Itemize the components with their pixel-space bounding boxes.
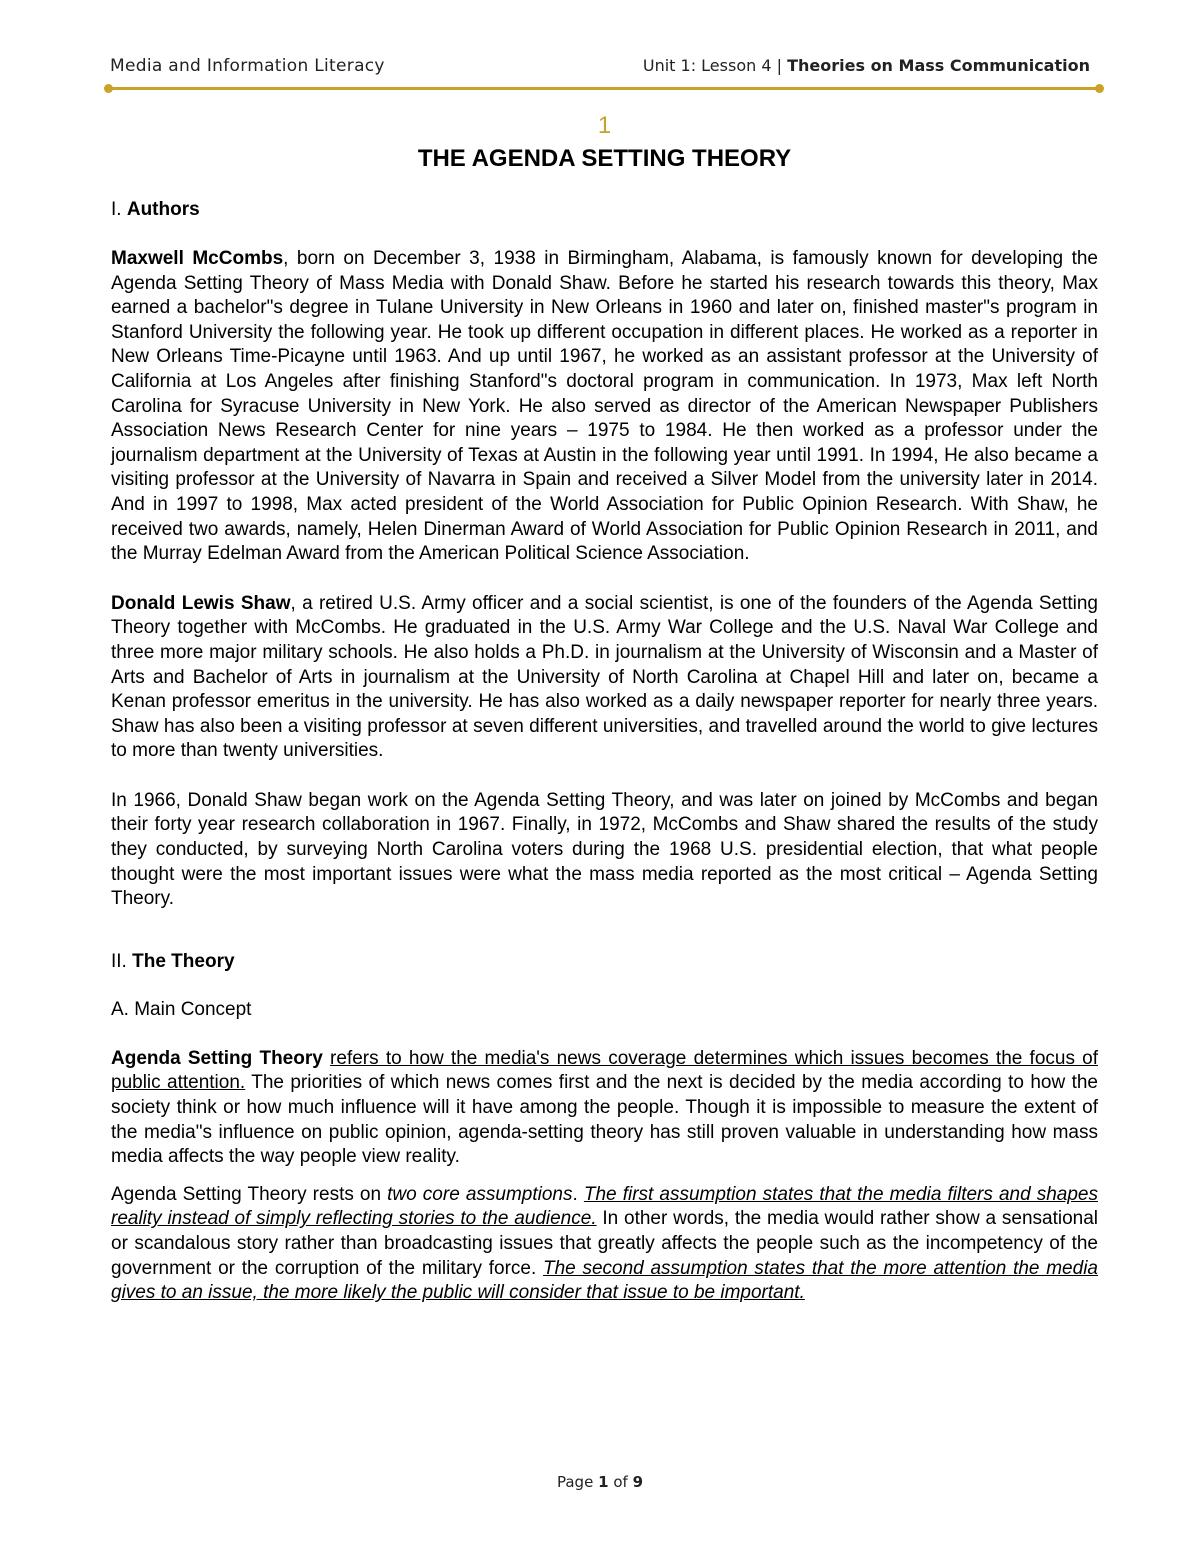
author-name: Donald Lewis Shaw — [111, 592, 291, 614]
header-lesson-title — [643, 56, 1090, 75]
paragraph-text: . — [572, 1183, 584, 1205]
of-label: of — [613, 1473, 628, 1491]
first-assumption: The first assumption states that the media filters and shapes reality instead of simply reflecting stories to the audience. — [111, 1183, 1098, 1230]
paragraph-mccombs — [111, 247, 1098, 567]
header-rule-left-dot — [104, 84, 113, 93]
page-total: 9 — [632, 1473, 643, 1491]
document-body — [111, 112, 1098, 1306]
chapter-number: 1 — [597, 112, 612, 139]
page-label: Page — [556, 1473, 594, 1491]
paragraph-text: Agenda Setting Theory rests on — [111, 1183, 388, 1205]
section-heading-theory — [111, 950, 1098, 974]
header-unit-label: Unit 1: Lesson 4 | — [642, 56, 782, 75]
second-assumption: The second assumption states that the more attention the media gives to an issue, the more likely the public will consider that issue to be important. — [111, 1257, 1098, 1304]
header-rule — [108, 87, 1100, 90]
definition-underlined: refers to how the media's news coverage determines which issues becomes the focus of public attention. — [111, 1047, 1099, 1094]
paragraph-assumptions — [111, 1183, 1098, 1306]
page-footer — [0, 1473, 1200, 1491]
page-number: 1 — [598, 1473, 609, 1491]
page-header — [110, 56, 1090, 82]
paragraph-text: , a retired U.S. Army officer and a social scientist, is one of the founders of the Agenda Setting Theory together with McCombs. He graduated in the U.S. Army War College and the U.S. Naval War College and three more major military schools. He also holds a Ph.D. in journalism at the University of Wisconsin and a Master of Arts and Bachelor of Arts in journalism at the University of North Carolina at Chapel Hill and later on, became a Kenan professor emeritus in the university. He has also worked as a daily newspaper reporter for nearly three years. Shaw has also been a visiting professor at seven different universities, and travelled around the world to give lectures to more than twenty universities. — [111, 592, 1098, 762]
italic-phrase: two core assumptions — [387, 1183, 573, 1205]
header-course-title: Media and Information Literacy — [110, 56, 385, 76]
header-rule-right-dot — [1095, 84, 1104, 93]
section-label: The Theory — [132, 950, 235, 972]
paragraph-text: In other words, the media would rather show a sensational or scandalous story rather than broadcasting issues that greatly affects the people such as the incompetency of the government or the corruption of the military force. — [111, 1208, 1098, 1279]
subsection-heading-main-concept: A. Main Concept — [111, 998, 252, 1020]
section-numeral: II. — [111, 950, 127, 972]
section-heading-authors — [111, 198, 1098, 222]
page-title: THE AGENDA SETTING THEORY — [417, 145, 792, 172]
term-bold: Agenda Setting Theory — [111, 1047, 323, 1069]
paragraph-text: The priorities of which news comes first and the next is decided by the media according to how the society think or how much influence will it have among the people. Though it is impossible to measure the extent of the media"s influence on public opinion, agenda-setting theory has still proven valuable in understanding how mass media affects the way people view reality. — [111, 1072, 1098, 1168]
author-name: Maxwell McCombs — [111, 248, 284, 269]
section-numeral: I. — [111, 199, 122, 220]
paragraph-text: , born on December 3, 1938 in Birmingham, Alabama, is famously known for developing the Agenda Setting Theory of Mass Media with Donald Shaw. Before he started his research towards this theory, Max earned a bachelor"s degree in Tulane University in New Orleans in 1960 and later on, finished master"s program in Stanford University the following year. He took up different occupation in different places. He worked as a reporter in New Orleans Time-Picayne until 1963. And up until 1967, he worked as an assistant professor at the University of California at Los Angeles after finishing Stanford"s doctoral program in communication. In 1973, Max left North Carolina for Syracuse University in New York. He also served as director of the American Newspaper Publishers Association News Research Center for nine years – 1975 to 1984. He then worked as a professor under the journalism department at the University of Texas at Austin in the following year until 1991. In 1994, He also became a visiting professor at the University of Navarra in Spain and received a Silver Model from the university later in 2014. And in 1997 to 1998, Max acted president of the World Association for Public Opinion Research. With Shaw, he received two awards, namely, Helen Dinerman Award of World Association for Public Opinion Research in 2011, and the Murray Edelman Award from the American Political Science Association. — [111, 248, 1098, 565]
paragraph-main-concept — [111, 1047, 1098, 1170]
paragraph-shaw — [111, 592, 1098, 764]
header-lesson-name: Theories on Mass Communication — [787, 56, 1090, 75]
paragraph-history: In 1966, Donald Shaw began work on the Agenda Setting Theory, and was later on joined by McCombs and began their forty year research collaboration in 1967. Finally, in 1972, McCombs and Shaw shared the results of the study they conducted, by surveying North Carolina voters during the 1968 U.S. presidential election, that what people thought were the most important issues were what the mass media reported as the most critical – Agenda Setting Theory. — [111, 789, 1098, 910]
section-label: Authors — [126, 199, 200, 220]
